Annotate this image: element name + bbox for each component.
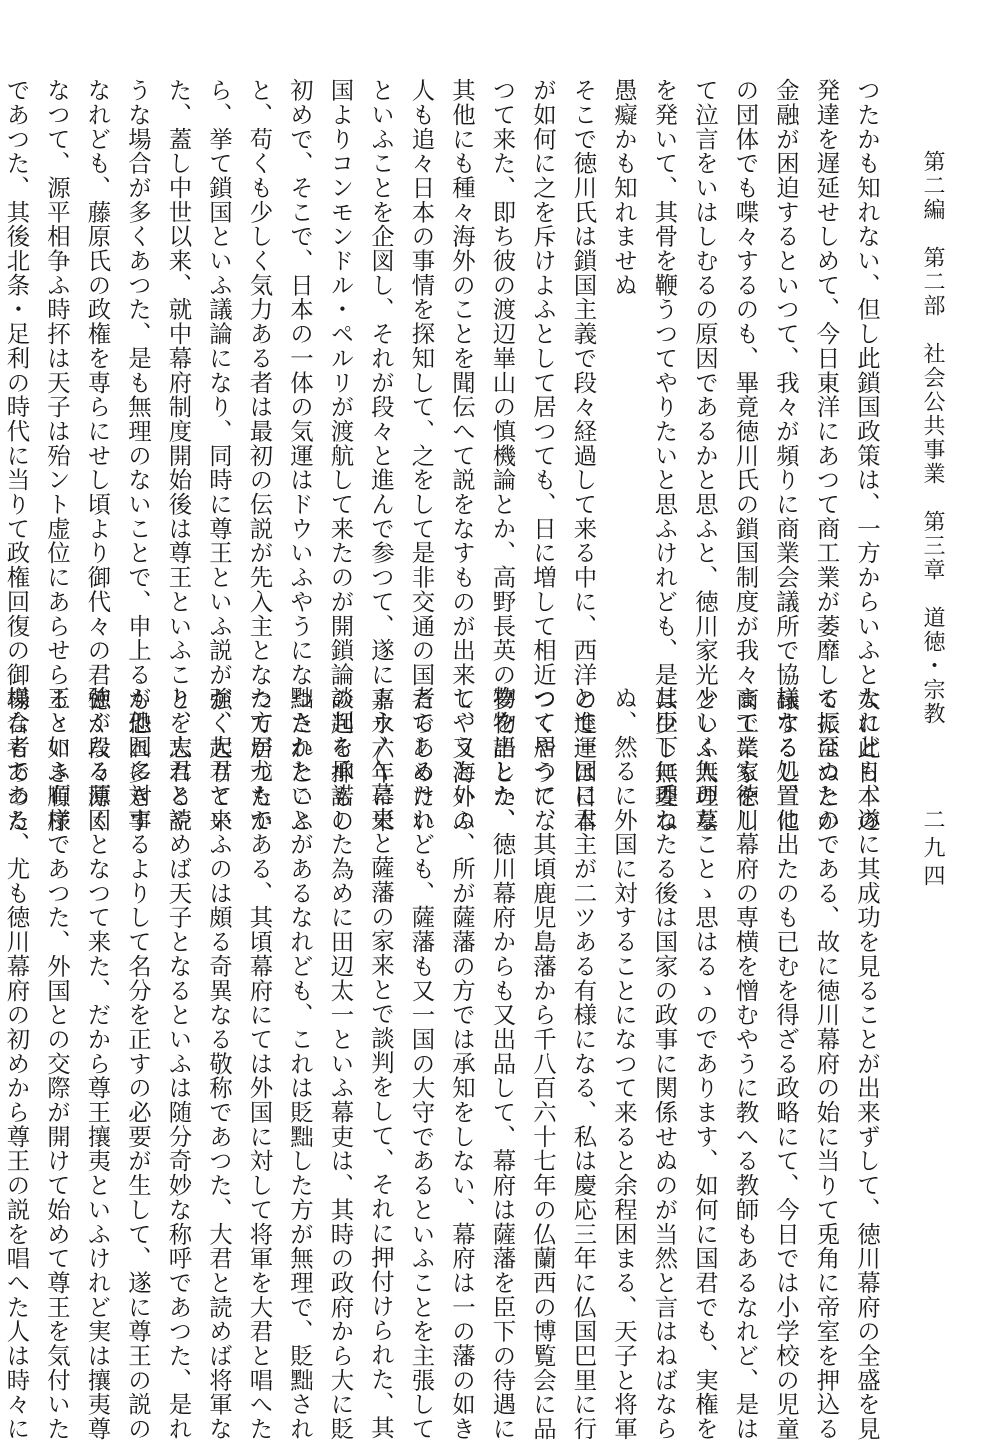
text-column: 其他にも種々海外のことを聞伝へて説をなすものが出来て、又海外の	[448, 78, 476, 833]
text-column: ぬ、然るに外国に対することになつて来ると余程困まる、天子と将軍	[610, 686, 638, 1441]
text-column: までにも徳川幕府の専横を憎むやうに教へる教師もあるなれど、是は	[731, 686, 760, 1441]
text-column: 様な者である、尤も徳川幕府の初めから尊王の説を唱へた人は時々に	[2, 686, 31, 1441]
text-column: 黜されたことがあるなれども、これは貶黜した方が無理で、貶黜され	[286, 686, 314, 1441]
text-column: 様なる処置に出たのも已むを得ざる政略にて、今日では小学校の児童	[772, 686, 800, 1441]
text-column: た、蓋し中世以来、就中幕府制度開始後は尊王といふことを忘れるや	[164, 78, 193, 833]
text-column: 金融が困迫するといつて、我々が頻りに商業会議所で協議するし、他	[772, 78, 800, 833]
text-column: そこで徳川氏は鎖国主義で段々経過して来る中に、西洋の進運は日本	[569, 78, 598, 833]
text-column: 物を出した、徳川幕府からも又出品して、幕府は薩藩を臣下の待遇に	[488, 686, 517, 1441]
text-column: 少しく無理なことゝ思はるゝのであります、如何に国君でも、実権を	[691, 686, 719, 1441]
text-column: うな場合が多くあつた、是も無理のないことで、申上るも恐れ多き事	[124, 78, 152, 833]
text-column: 発達を遅延せしめて、今日東洋にあつて商工業が萎靡して振はぬとか	[812, 78, 841, 833]
text-column: ら、挙て鎖国といふ議論になり、同時に尊王といふ説が強く起りて来	[205, 78, 233, 833]
text-column: 其臣下に委ねたる後は国家の政事に関係せぬのが当然と言はねばなら	[650, 686, 679, 1441]
text-column: 強くなる原因となつて来た、だから尊王攘夷といふけれど実は攘夷尊	[83, 686, 112, 1441]
text-column: り、大君と読めば天子となるといふは随分奇妙な称呼であつた、是れ	[164, 686, 193, 1441]
lower-text-block	[2, 686, 887, 1441]
text-column: 人も追々日本の事情を探知して、之をして是非交通の国たらしめたい	[407, 78, 436, 833]
text-column: つたかも知れない、但し此鎖国政策は、一方からいふと大に此日本の	[853, 78, 881, 833]
text-column: と、苟くも少しく気力ある者は最初の伝説が先入主となつて居つたか	[245, 78, 274, 833]
text-column: の団体でも喋々するのも、畢竟徳川氏の鎖国制度が我々商工業家をし	[731, 78, 760, 833]
text-column: トウ〳〵幕吏と薩藩の家来とで談判をして、それに押付けられた、其	[367, 686, 395, 1440]
text-column: であつた、其後北条・足利の時代に当りて政権回復の御場合もあつた	[2, 78, 31, 833]
text-column: といふことを企図し、それが段々と進んで参つて、遂に嘉永六年に米	[367, 78, 395, 833]
text-column: て泣言をいはしむるの原因であるかと思ふと、徳川家光といふ人の墓	[691, 78, 719, 833]
text-column: 者であるけれども、薩藩も又一国の大守であるといふことを主張して	[407, 686, 436, 1441]
text-column: が如何に之を斥けよふとして居つても、日に増して相近つくやうにな	[529, 78, 557, 833]
text-column: つて来た、即ち彼の渡辺崋山の慎機論とか、高野長英の夢物語とか、	[488, 78, 517, 833]
text-column: なつて、源平相争ふ時抔は天子は殆ント虚位にあらせらるゝ如き有様	[43, 78, 71, 833]
running-head: 第二編 第二部 社会公共事業 第三章 道徳・宗教	[920, 150, 945, 726]
text-column: 王といふ順序であつた、外国との交際が開けて始めて尊王を気付いた	[43, 686, 71, 1441]
text-column: なれども、藤原氏の政権を専らにせし頃より御代々の君徳が段々薄く	[83, 78, 112, 833]
text-column: とで一国に君主が二ツある有様になる、私は慶応三年に仏国巴里に行	[569, 686, 598, 1441]
text-column: しやうといふ、所が薩藩の方では承知をしない、幕府は一の藩の如き	[448, 686, 476, 1441]
text-column: るに至つたのである、故に徳川幕府の始に当りて兎角に帝室を押込る	[812, 686, 841, 1441]
page-number: 二九四	[920, 808, 945, 892]
text-column: なれども、遂に其成功を見ることが出来ずして、徳川幕府の全盛を見	[853, 686, 881, 1441]
upper-text-block	[2, 78, 887, 833]
text-column: 国よりコンモンドル・ペルリが渡航して来たのが開鎖論の起る抑もの	[326, 78, 355, 833]
text-column: 談判を承諾した為めに田辺太一といふ幕吏は、其時の政府から大に貶	[326, 686, 355, 1441]
text-column: が、大君といふのは頗る奇異なる敬称であつた、大君と読めば将軍な	[205, 686, 233, 1441]
text-column: 愚癡かも知れませぬ	[610, 78, 638, 298]
text-column: 初めで、そこで、日本の一体の気運はドウいふやうになつたかといふ	[286, 78, 314, 833]
text-column: た方が尤もである、其頃幕府にては外国に対して将軍を大君と唱へた	[245, 686, 274, 1441]
text-column: つて居つて、其頃鹿児島藩から千八百六十七年の仏蘭西の博覧会に品	[529, 686, 557, 1441]
text-column: を発いて、其骨を鞭うつてやりたいと思ふけれども、是は少し無理な	[650, 78, 679, 833]
text-column: が他国に対するよりして名分を正すの必要が生して、遂に尊王の説の	[124, 686, 152, 1441]
